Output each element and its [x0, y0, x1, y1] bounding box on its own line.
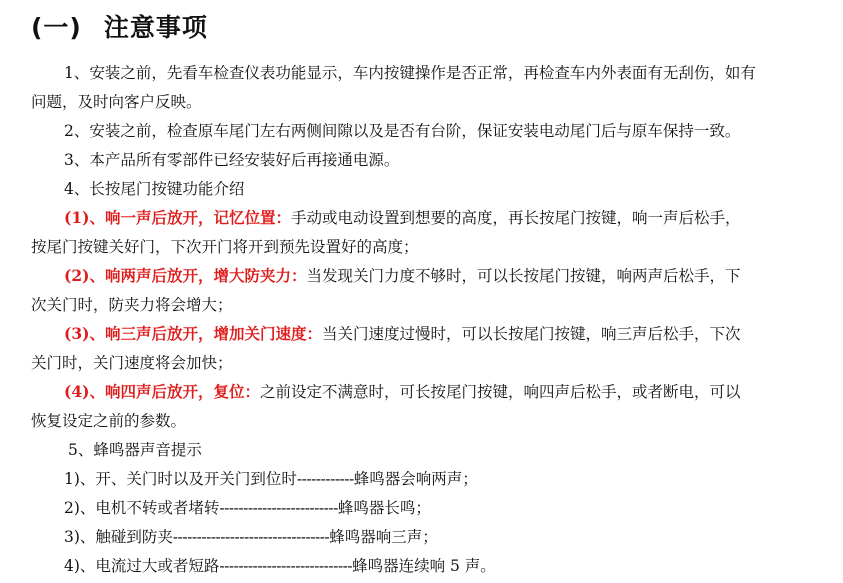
section-heading [31, 8, 208, 44]
section-title: 注意事项 [103, 13, 208, 42]
buzzer-row-3-dashes: --------------------------------- [172, 528, 330, 546]
section-number: (一) [31, 13, 82, 42]
buzzer-row-1-condition: 1)、开、关门时以及开关门到位时 [64, 470, 297, 488]
buzzer-row-4-dashes: ---------------------------- [219, 557, 353, 575]
function-1-heading: (1)、响一声后放开，记忆位置： [64, 208, 291, 227]
function-3-line-1 [64, 324, 740, 344]
function-2-text: 当发现关门力度不够时，可以长按尾门按键，响两声后松手，下 [306, 267, 741, 285]
buzzer-row-2-condition: 2)、电机不转或者堵转 [64, 499, 220, 517]
buzzer-row-3-result: 蜂鸣器响三声； [329, 528, 438, 546]
item-3: 3、本产品所有零部件已经安装好后再接通电源。 [64, 151, 400, 169]
function-1-text: 手动或电动设置到想要的高度，再长按尾门按键，响一声后松手， [290, 209, 741, 227]
buzzer-title: 5、蜂鸣器声音提示 [68, 441, 202, 459]
item-1-line-2: 问题，及时向客户反映。 [31, 93, 202, 111]
item-4: 4、长按尾门按键功能介绍 [64, 180, 245, 198]
function-2-heading: (2)、响两声后放开，增大防夹力： [64, 266, 307, 285]
function-3-line-2: 关门时，关门速度将会加快； [31, 354, 233, 372]
item-2: 2、安装之前，检查原车尾门左右两侧间隙以及是否有台阶，保证安装电动尾门后与原车保持一致。 [64, 122, 741, 140]
buzzer-row-2-result: 蜂鸣器长鸣； [337, 499, 431, 517]
buzzer-row-1 [64, 469, 478, 489]
buzzer-row-2 [64, 498, 431, 518]
function-1-line-1 [64, 208, 740, 228]
buzzer-row-2-dashes: ------------------------- [219, 499, 338, 517]
function-4-line-2: 恢复设定之前的参数。 [31, 412, 187, 430]
function-4-line-1 [64, 382, 740, 402]
buzzer-row-3 [64, 527, 438, 547]
function-4-text: 之前设定不满意时，可长按尾门按键，响四声后松手，或者断电，可以 [259, 383, 741, 401]
function-1-line-2: 按尾门按键关好门，下次开门将开到预先设置好的高度； [31, 238, 419, 256]
item-1-line-1: 1、安装之前，先看车检查仪表功能显示，车内按键操作是否正常，再检查车内外表面有无刮伤，如有 [64, 64, 756, 82]
function-2-line-2: 次关门时，防夹力将会增大； [31, 296, 233, 314]
buzzer-row-4 [64, 556, 496, 576]
buzzer-row-1-result: 蜂鸣器会响两声； [353, 470, 478, 488]
function-2-line-1 [64, 266, 740, 286]
function-3-text: 当关门速度过慢时，可以长按尾门按键，响三声后松手，下次 [321, 325, 741, 343]
function-3-heading: (3)、响三声后放开，增加关门速度： [64, 324, 322, 343]
function-4-heading: (4)、响四声后放开，复位： [64, 382, 260, 401]
buzzer-row-4-condition: 4)、电流过大或者短路 [64, 557, 220, 575]
buzzer-row-4-result: 蜂鸣器连续响 5 声。 [352, 557, 496, 575]
buzzer-row-1-dashes: ------------ [296, 470, 354, 488]
buzzer-row-3-condition: 3)、触碰到防夹 [64, 528, 173, 546]
